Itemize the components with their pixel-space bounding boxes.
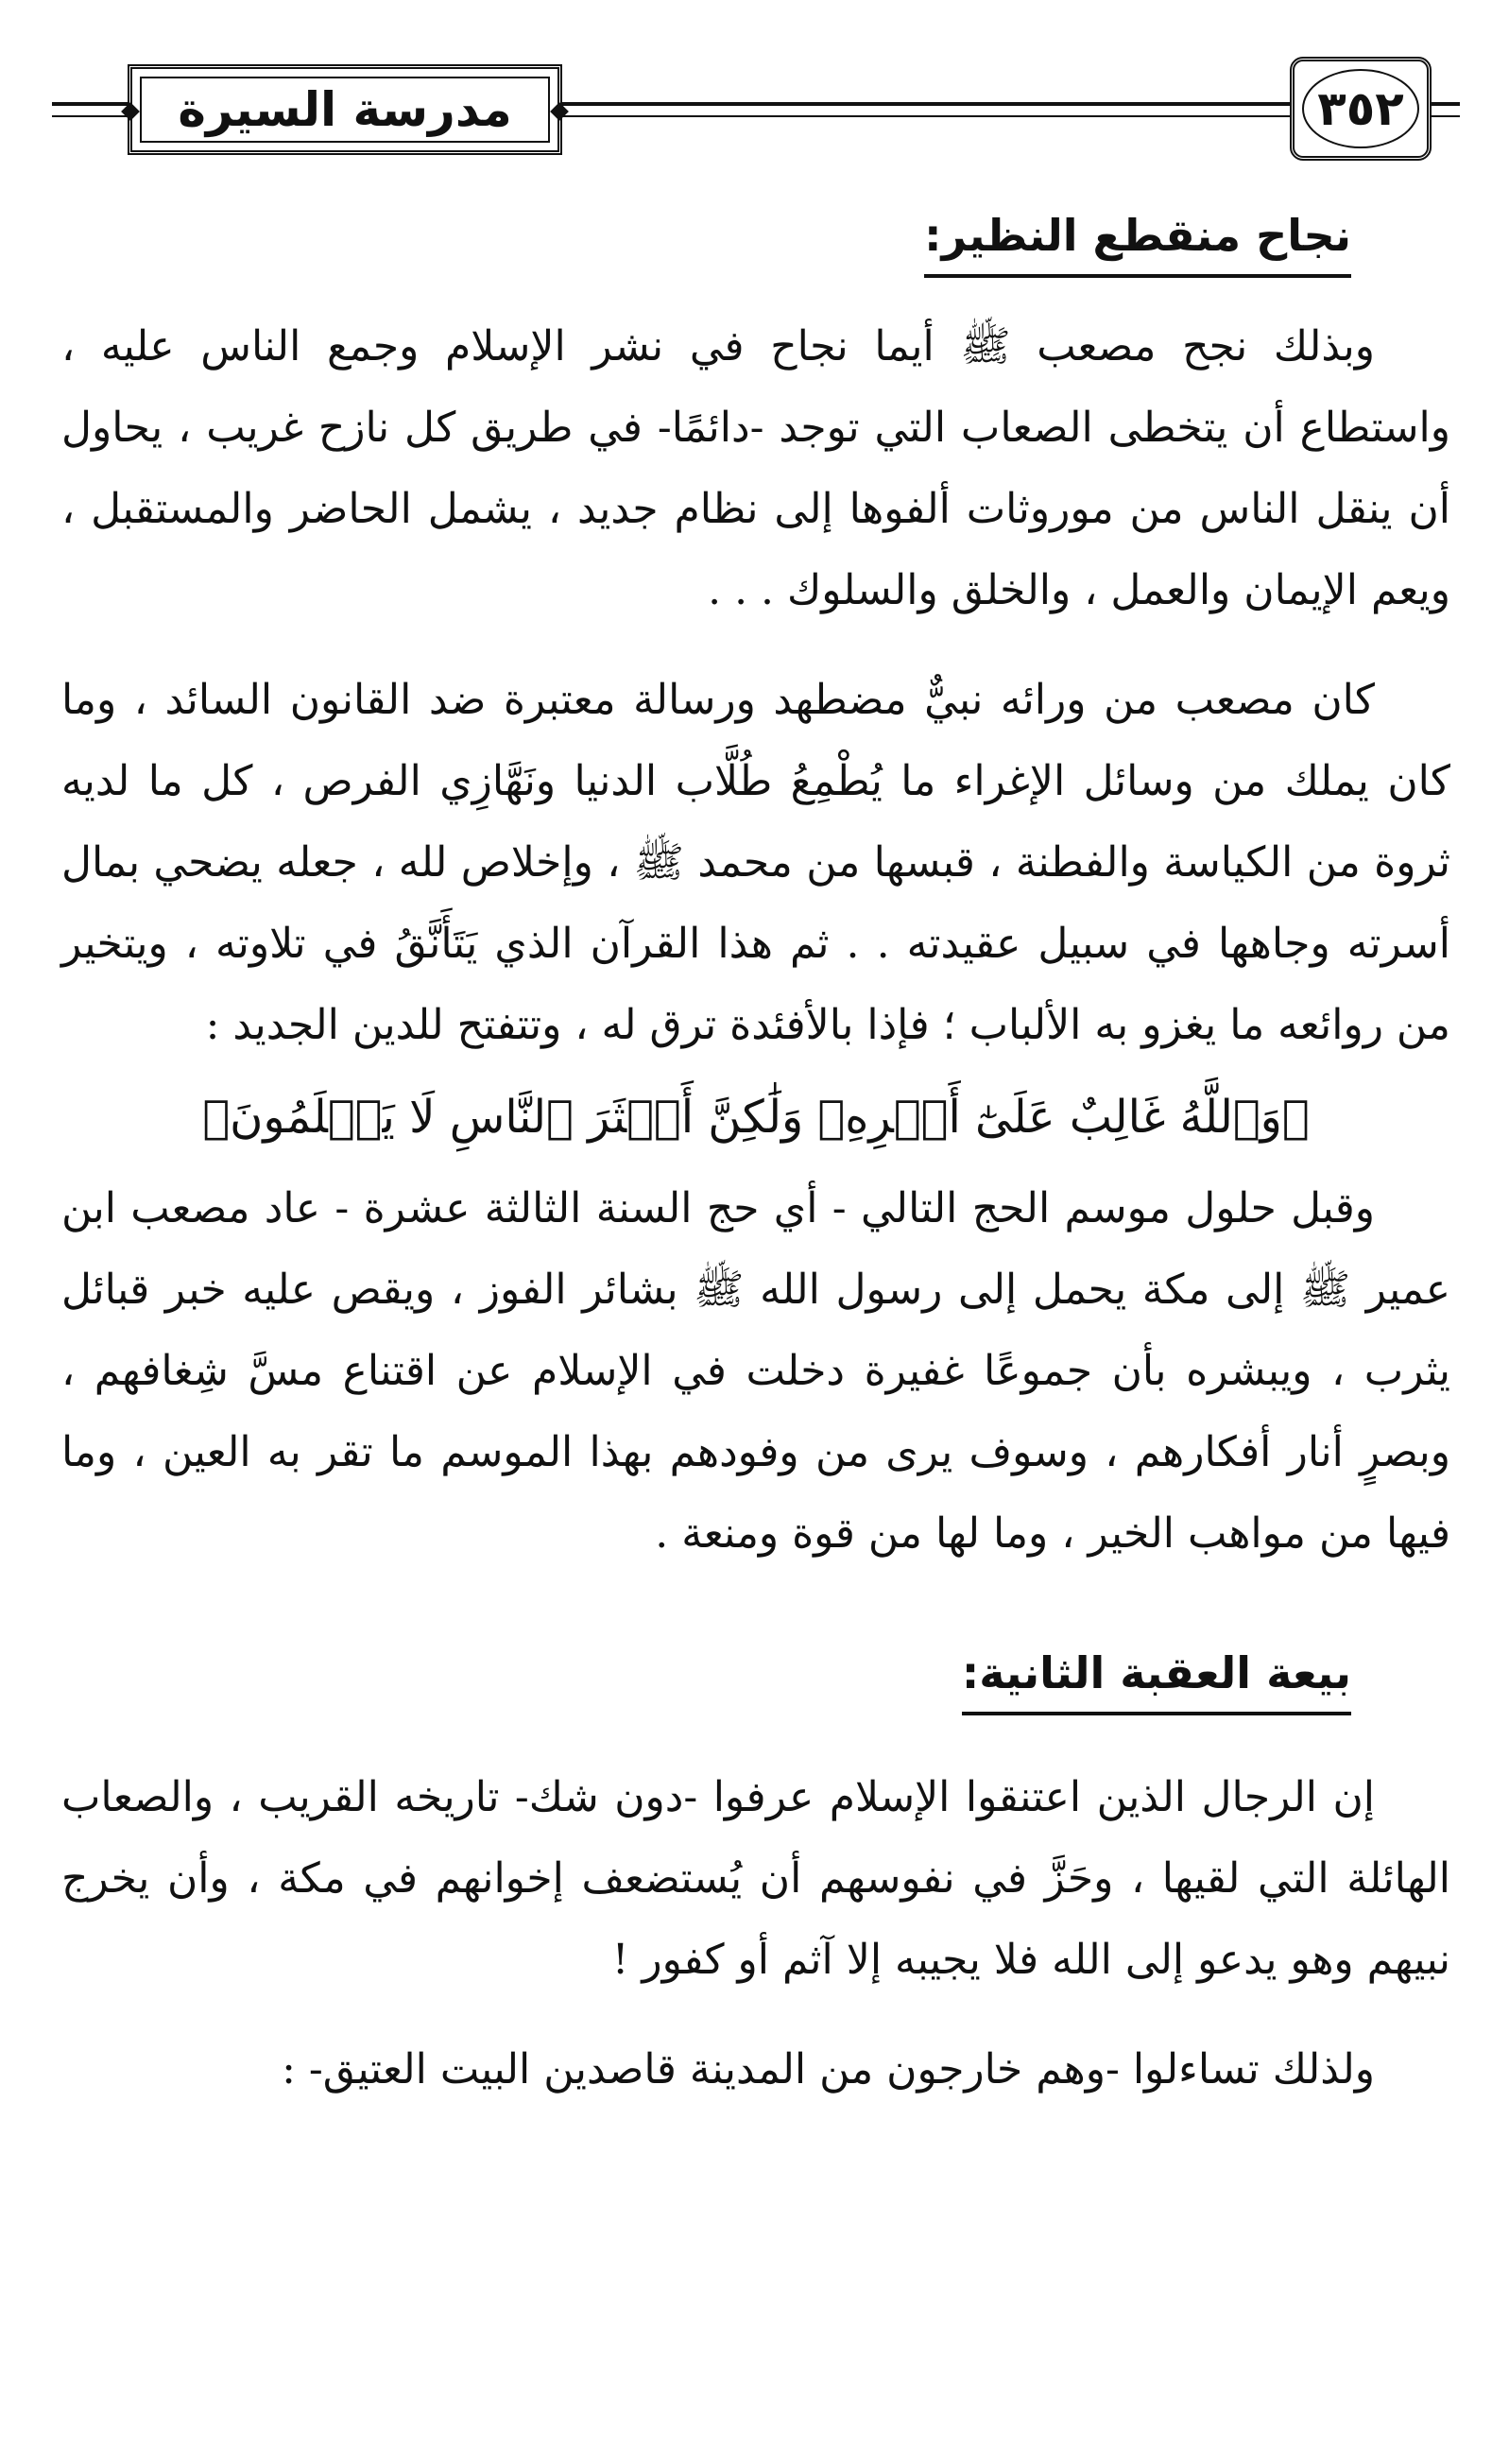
page-header (52, 57, 1460, 170)
paragraph: وقبل حلول موسم الحج التالي - أي حج السنة الثالثة عشرة - عاد مصعب ابن عمير ﷺ إلى مكة يحمل إلى رسول الله ﷺ بشائر الفوز ، ويقص عليه خبر قبائل يثرب ، ويبشره بأن جموعًا غفيرة دخلت في الإسلام عن اقتناع مسَّ شِغافهم ، وبصرٍ أنار أفكارهم ، وسوف يرى من وفودهم بهذا الموسم ما تقر به العين ، وما فيها من مواهب الخير ، وما لها من قوة ومنعة . (61, 1184, 1450, 1558)
header-rule-left (52, 102, 128, 106)
section-heading: بيعة العقبة الثانية: (962, 1641, 1351, 1715)
section-heading-row (61, 203, 1450, 278)
page-number: ٣٥٢ (1317, 81, 1404, 136)
paragraph: وبذلك نجح مصعب ﷺ أيما نجاح في نشر الإسلام وجمع الناس عليه ، واستطاع أن يتخطى الصعاب التي توجد -دائمًا- في طريق كل نازح غريب ، يحاول أن ينقل الناس من موروثات ألفوها إلى نظام جديد ، يشمل الحاضر والمستقبل ، ويعم الإيمان والعمل ، والخلق والسلوك . . . (61, 322, 1450, 614)
running-title-frame (128, 64, 562, 155)
paragraph: كان مصعب من ورائه نبيٌّ مضطهد ورسالة معتبرة ضد القانون السائد ، وما كان يملك من وسائل الإغراء ما يُطْمِعُ طُلَّاب الدنيا ونَهَّازِي الفرص ، كل ما لديه ثروة من الكياسة والفطنة ، قبسها من محمد ﷺ ، وإخلاص لله ، جعله يضحي بمال أسرته وجاهها في سبيل عقيدته . . ثم هذا القرآن الذي يَتَأَنَّقُ في تلاوته ، ويتخير من روائعه ما يغزو به الألباب ؛ فإذا بالأفئدة ترق له ، وتتفتح للدين الجديد : (61, 676, 1450, 1049)
header-rule-right-thin (1432, 115, 1460, 117)
running-title: مدرسة السيرة (178, 82, 512, 137)
paragraph: ولذلك تساءلوا -وهم خارجون من المدينة قاصدين البيت العتيق- : (282, 2045, 1375, 2094)
header-rule-left-thin (52, 115, 128, 117)
paragraph: إن الرجال الذين اعتنقوا الإسلام عرفوا -دون شك- تاريخه القريب ، والصعاب الهائلة التي لقيها ، وحَزَّ في نفوسهم أن يُستضعف إخوانهم في مكة ، وأن يخرج نبيهم وهو يدعو إلى الله فلا يجيبه إلا آثم أو كفور ! (61, 1773, 1450, 1984)
section-heading: نجاح منقطع النظير: (924, 203, 1351, 278)
section-heading-row (61, 1641, 1450, 1715)
quran-verse: ﴿وَٱللَّهُ غَالِبٌ عَلَىٰٓ أَمۡرِهِۦ وَلَٰكِنَّ أَكۡثَرَ ٱلنَّاسِ لَا يَعۡلَمُونَ﴾ (202, 1091, 1310, 1144)
page-body (61, 203, 1450, 2111)
page-number-frame (1290, 57, 1432, 161)
header-rule-right (1432, 102, 1460, 106)
header-rule-middle-thin (562, 115, 1299, 117)
header-rule-middle (562, 102, 1299, 106)
